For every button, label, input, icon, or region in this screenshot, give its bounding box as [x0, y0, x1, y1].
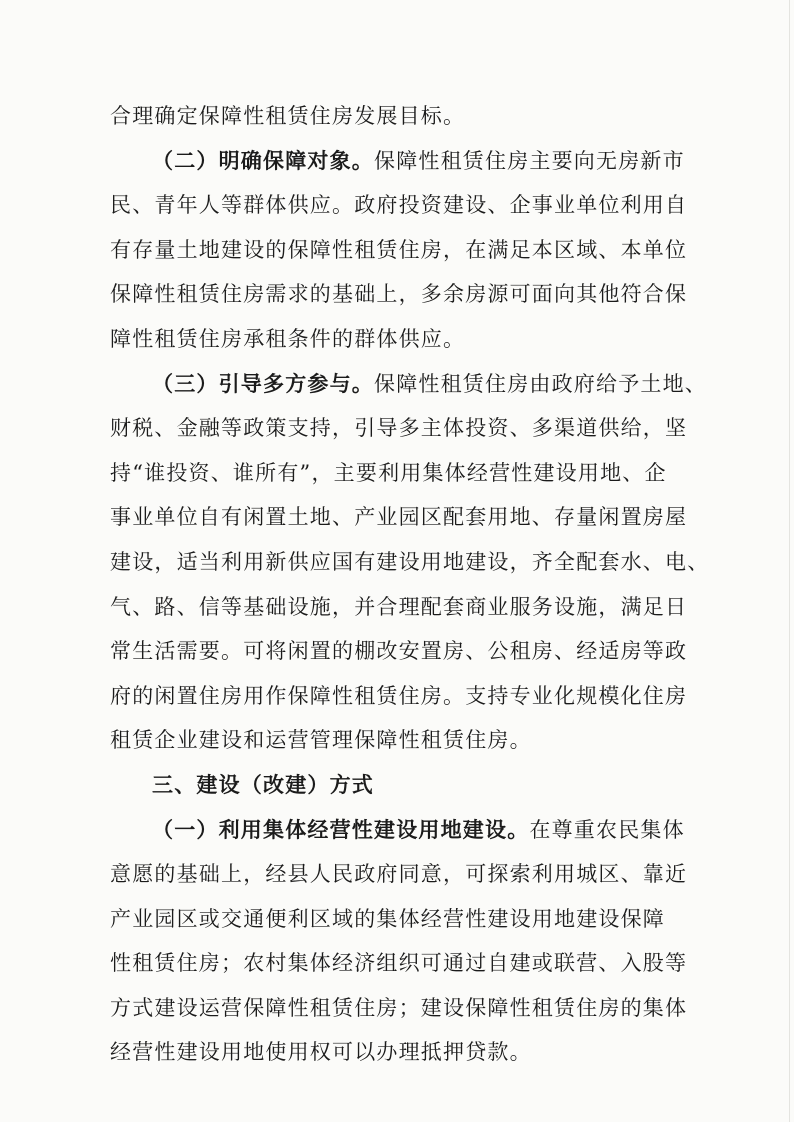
item-3-line-4: 事业单位自有闲置土地、产业园区配套用地、存量闲置房屋 — [110, 505, 688, 530]
item-3-title: （三）引导多方参与。 — [152, 370, 374, 396]
section-3-item-1-line-5: 方式建设运营保障性租赁住房；建设保障性租赁住房的集体 — [110, 995, 688, 1020]
item-3-line-3: 持“谁投资、谁所有”，主要利用集体经营性建设用地、企 — [110, 460, 667, 485]
paragraph-item-2 — [110, 139, 688, 362]
section-3-item-1-line-6: 经营性建设用地使用权可以办理抵押贷款。 — [110, 1040, 532, 1065]
item-3-line-6: 气、路、信等基础设施，并合理配套商业服务设施，满足日 — [110, 594, 688, 619]
item-3-line-9: 租赁企业建设和运营管理保障性租赁住房。 — [110, 728, 532, 753]
section-3-item-1-line-2: 意愿的基础上，经县人民政府同意，可探索利用城区、靠近 — [110, 862, 688, 887]
item-2-line-4: 保障性租赁住房需求的基础上，多余房源可面向其他符合保 — [110, 282, 688, 307]
item-2-title: （二）明确保障对象。 — [152, 147, 374, 173]
item-2-line-5: 障性租赁住房承租条件的群体供应。 — [110, 326, 466, 351]
scan-edge-line — [789, 0, 790, 1122]
section-3-item-1-line-3: 产业园区或交通便利区域的集体经营性建设用地建设保障 — [110, 906, 665, 931]
section-3-heading: 三、建设（改建）方式 — [152, 771, 374, 797]
section-3-item-1-line-4: 性租赁住房；农村集体经济组织可通过自建或联营、入股等 — [110, 951, 688, 976]
paragraph-line — [110, 139, 684, 184]
intro-line: 合理确定保障性租赁住房发展目标。 — [110, 104, 466, 128]
item-2-line-1: 保障性租赁住房主要向无房新市 — [374, 148, 685, 173]
item-2-line-2: 民、青年人等群体供应。政府投资建设、企事业单位利用自 — [110, 193, 688, 218]
section-3-item-1-line-1: 在尊重农民集体 — [529, 817, 685, 842]
item-3-line-5: 建设，适当利用新供应国有建设用地建设，齐全配套水、电、 — [110, 549, 710, 574]
item-3-line-8: 府的闲置住房用作保障性租赁住房。支持专业化规模化住房 — [110, 683, 688, 708]
paragraph-item-3 — [110, 362, 710, 763]
item-3-line-1: 保障性租赁住房由政府给予土地、 — [374, 371, 707, 396]
paragraph-line — [110, 808, 684, 853]
paragraph-line — [110, 362, 707, 407]
item-3-line-7: 常生活需要。可将闲置的棚改安置房、公租房、经适房等政 — [110, 639, 688, 664]
paragraph-section-3-item-1 — [110, 808, 688, 1076]
item-2-line-3: 有存量土地建设的保障性租赁住房，在满足本区域、本单位 — [110, 237, 688, 262]
section-3-item-1-title: （一）利用集体经营性建设用地建设。 — [152, 816, 530, 842]
item-3-line-2: 财税、金融等政策支持，引导多主体投资、多渠道供给，坚 — [110, 416, 688, 441]
